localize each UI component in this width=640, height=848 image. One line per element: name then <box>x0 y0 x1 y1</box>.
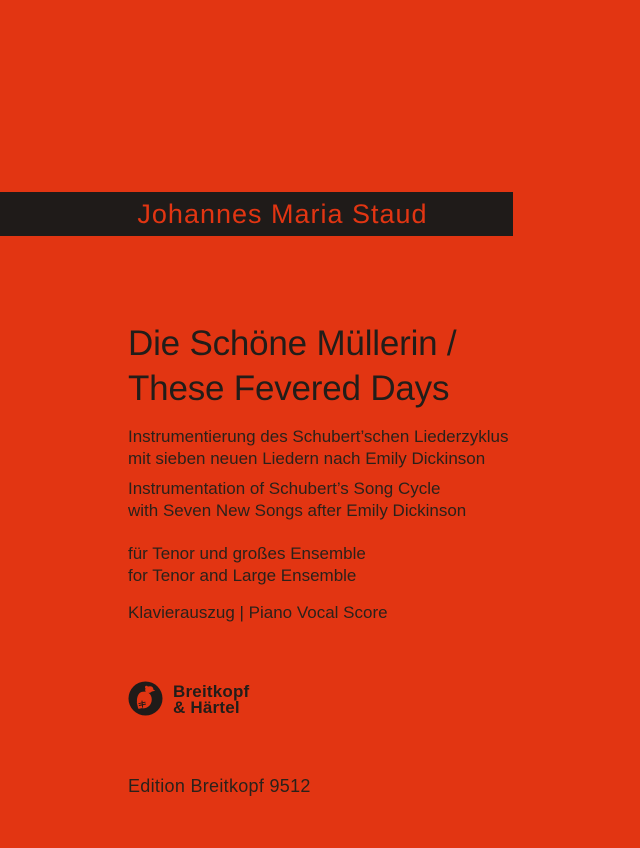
publisher-name-line-1: Breitkopf <box>173 682 250 701</box>
author-band <box>0 192 513 236</box>
subtitle-german <box>128 426 509 470</box>
scoring-info <box>128 543 366 587</box>
author-name: Johannes Maria Staud <box>137 198 428 229</box>
scoring-line-english: for Tenor and Large Ensemble <box>128 566 357 585</box>
work-title <box>128 321 456 411</box>
subtitle-german-line-1: Instrumentierung des Schubert’schen Liederzyklus <box>128 427 509 446</box>
subtitle-english-line-2: with Seven New Songs after Emily Dickinson <box>128 501 467 520</box>
publisher-logo-row <box>128 681 249 721</box>
edition-type <box>128 602 388 624</box>
edition-type-text: Klavierauszug | Piano Vocal Score <box>128 603 388 622</box>
publisher-name-line-2: & Härtel <box>173 698 240 717</box>
bear-with-book-icon <box>128 681 163 721</box>
edition-number-text: Edition Breitkopf 9512 <box>128 776 311 796</box>
subtitle-english-line-1: Instrumentation of Schubert’s Song Cycle <box>128 479 441 498</box>
edition-number <box>128 776 311 797</box>
work-title-line-2: These Fevered Days <box>128 369 450 408</box>
work-title-line-1: Die Schöne Müllerin / <box>128 324 457 363</box>
subtitle-german-line-2: mit sieben neuen Liedern nach Emily Dickinson <box>128 449 486 468</box>
subtitle-english <box>128 478 466 522</box>
publisher-name <box>173 684 249 716</box>
scoring-line-german: für Tenor und großes Ensemble <box>128 544 366 563</box>
